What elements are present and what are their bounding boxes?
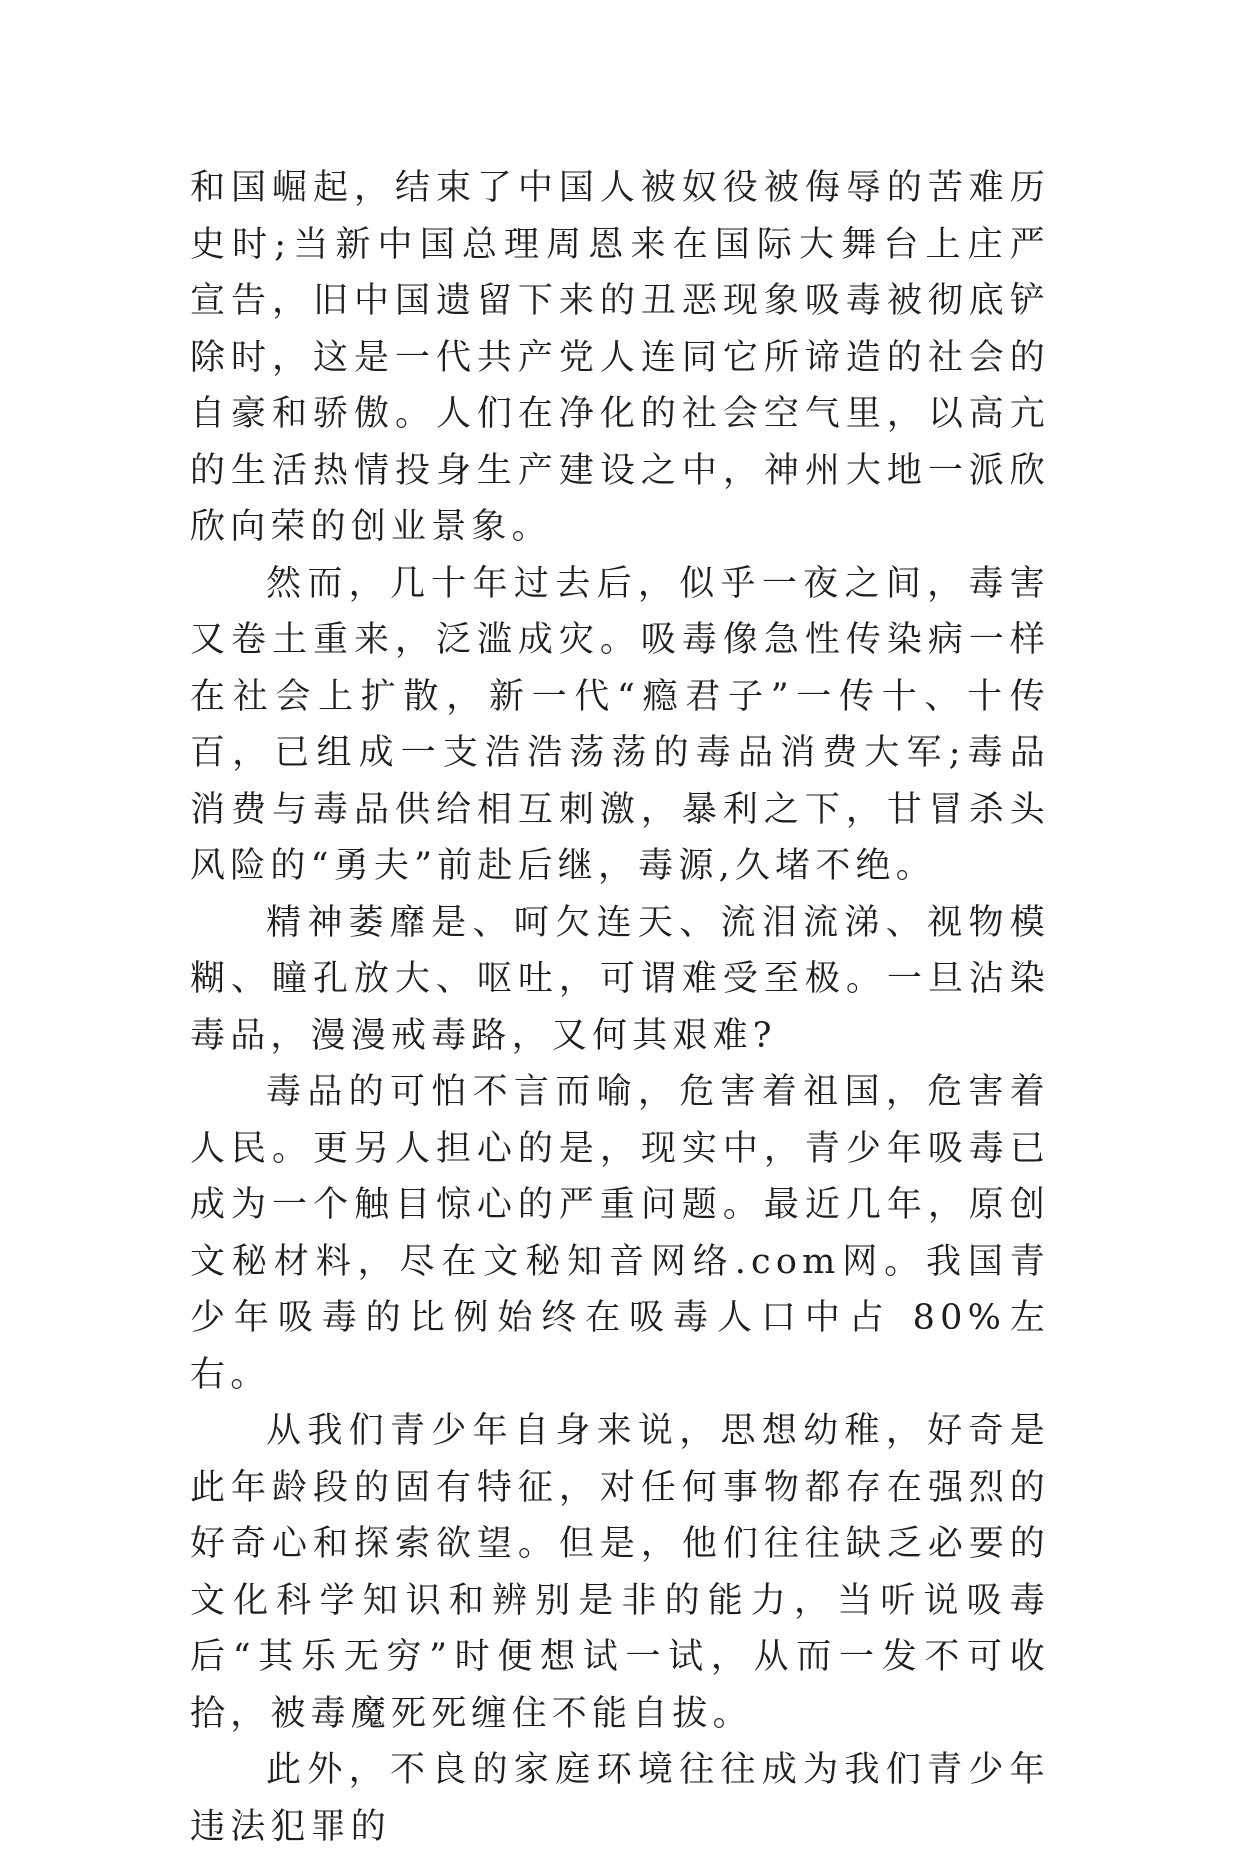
document-body (190, 160, 1050, 1855)
paragraph-3: 精神萎靡是、呵欠连天、流泪流涕、视物模糊、瞳孔放大、呕吐，可谓难受至极。一旦沾染毒品，漫漫戒毒路，又何其艰难? (190, 902, 1050, 1056)
paragraph-4: 毒品的可怕不言而喻，危害着祖国，危害着人民。更另人担心的是，现实中，青少年吸毒已成为一个触目惊心的严重问题。最近几年，原创文秘材料，尽在文秘知音网络.com网。我国青少年吸毒的比例始终在吸毒人口中占 80%左右。 (190, 1072, 1050, 1395)
paragraph-2: 然而，几十年过去后，似乎一夜之间，毒害又卷土重来，泛滥成灾。吸毒像急性传染病一样在社会上扩散，新一代“瘾君子”一传十、十传百，已组成一支浩浩荡荡的毒品消费大军;毒品消费与毒品供给相互刺激，暴利之下，甘冒杀头风险的“勇夫”前赴后继，毒源,久堵不绝。 (190, 563, 1050, 886)
paragraph-1: 和国崛起，结束了中国人被奴役被侮辱的苦难历史时;当新中国总理周恩来在国际大舞台上庄严宣告，旧中国遗留下来的丑恶现象吸毒被彻底铲除时，这是一代共产党人连同它所谛造的社会的自豪和骄傲。人们在净化的社会空气里，以高亢的生活热情投身生产建设之中，神州大地一派欣欣向荣的创业景象。 (190, 168, 1050, 547)
paragraph-6: 此外，不良的家庭环境往往成为我们青少年违法犯罪的 (190, 1750, 1050, 1847)
paragraph-5: 从我们青少年自身来说，思想幼稚，好奇是此年龄段的固有特征，对任何事物都存在强烈的好奇心和探索欲望。但是，他们往往缺乏必要的文化科学知识和辨别是非的能力，当听说吸毒后“其乐无穷”时便想试一试，从而一发不可收拾，被毒魔死死缠住不能自拔。 (190, 1411, 1050, 1734)
